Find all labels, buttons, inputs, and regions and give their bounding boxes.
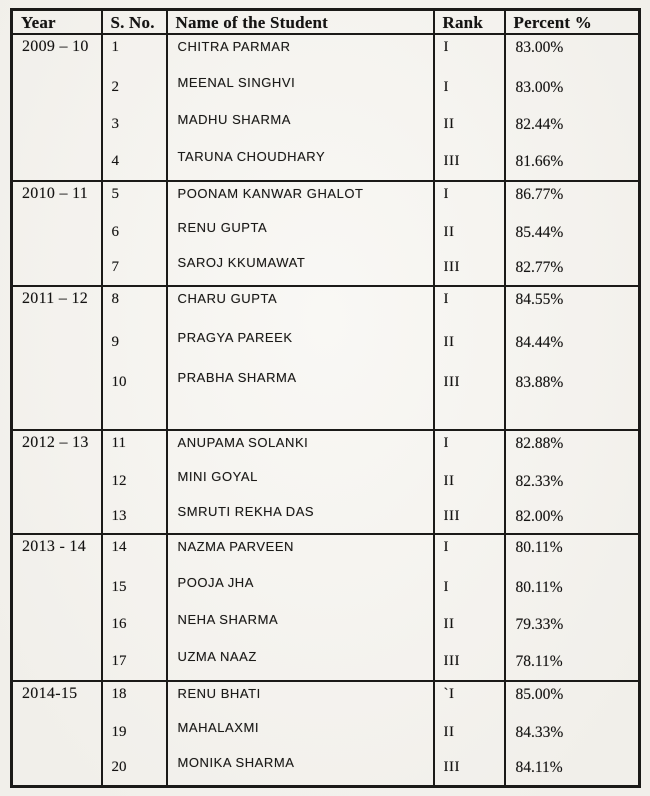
student-row <box>12 181 640 216</box>
percent-cell: 81.66% <box>505 145 640 181</box>
student-row <box>12 608 640 645</box>
serial-cell: 1 <box>102 34 167 71</box>
serial-cell: 18 <box>102 681 167 716</box>
student-name-cell: PRABHA SHARMA <box>167 366 434 430</box>
student-name-cell: NAZMA PARVEEN <box>167 534 434 571</box>
serial-cell: 5 <box>102 181 167 216</box>
percent-cell: 82.77% <box>505 251 640 286</box>
rank-cell: II <box>434 716 505 751</box>
student-name-cell: SAROJ KKUMAWAT <box>167 251 434 286</box>
serial-cell: 15 <box>102 571 167 608</box>
rank-cell: III <box>434 251 505 286</box>
header-row <box>12 10 640 35</box>
student-row <box>12 716 640 751</box>
percent-cell: 80.11% <box>505 534 640 571</box>
student-name-cell: SMRUTI REKHA DAS <box>167 500 434 534</box>
col-header-rank: Rank <box>434 10 505 35</box>
serial-cell: 12 <box>102 465 167 500</box>
percent-cell: 85.00% <box>505 681 640 716</box>
student-name-cell: POONAM KANWAR GHALOT <box>167 181 434 216</box>
student-name-cell: POOJA JHA <box>167 571 434 608</box>
percent-cell: 82.00% <box>505 500 640 534</box>
student-results-table <box>10 8 641 788</box>
student-row <box>12 500 640 534</box>
student-name-cell: RENU BHATI <box>167 681 434 716</box>
percent-cell: 78.11% <box>505 645 640 681</box>
col-header-percent: Percent % <box>505 10 640 35</box>
serial-cell: 17 <box>102 645 167 681</box>
year-cell: 2009 – 10 <box>12 34 102 181</box>
percent-cell: 82.44% <box>505 108 640 145</box>
rank-cell: II <box>434 465 505 500</box>
student-row <box>12 430 640 465</box>
serial-cell: 13 <box>102 500 167 534</box>
student-name-cell: ANUPAMA SOLANKI <box>167 430 434 465</box>
serial-cell: 10 <box>102 366 167 430</box>
percent-cell: 83.88% <box>505 366 640 430</box>
percent-cell: 84.44% <box>505 326 640 366</box>
serial-cell: 14 <box>102 534 167 571</box>
year-cell: 2012 – 13 <box>12 430 102 534</box>
student-name-cell: UZMA NAAZ <box>167 645 434 681</box>
rank-cell: III <box>434 645 505 681</box>
student-row <box>12 34 640 71</box>
rank-cell: II <box>434 108 505 145</box>
student-row <box>12 145 640 181</box>
serial-cell: 8 <box>102 286 167 326</box>
col-header-year: Year <box>12 10 102 35</box>
percent-cell: 84.55% <box>505 286 640 326</box>
student-row <box>12 645 640 681</box>
rank-cell: I <box>434 430 505 465</box>
student-row <box>12 751 640 786</box>
percent-cell: 85.44% <box>505 216 640 251</box>
serial-cell: 20 <box>102 751 167 786</box>
year-cell: 2011 – 12 <box>12 286 102 430</box>
student-row <box>12 108 640 145</box>
rank-cell: I <box>434 571 505 608</box>
percent-cell: 86.77% <box>505 181 640 216</box>
student-row <box>12 71 640 108</box>
percent-cell: 84.11% <box>505 751 640 786</box>
rank-cell: III <box>434 366 505 430</box>
col-header-name: Name of the Student <box>167 10 434 35</box>
student-name-cell: MONIKA SHARMA <box>167 751 434 786</box>
rank-cell: III <box>434 500 505 534</box>
student-name-cell: CHARU GUPTA <box>167 286 434 326</box>
rank-cell: III <box>434 751 505 786</box>
serial-cell: 7 <box>102 251 167 286</box>
rank-cell: I <box>434 181 505 216</box>
student-name-cell: MAHALAXMI <box>167 716 434 751</box>
serial-cell: 4 <box>102 145 167 181</box>
student-row <box>12 286 640 326</box>
serial-cell: 3 <box>102 108 167 145</box>
student-name-cell: TARUNA CHOUDHARY <box>167 145 434 181</box>
student-row <box>12 571 640 608</box>
percent-cell: 80.11% <box>505 571 640 608</box>
year-cell: 2010 – 11 <box>12 181 102 286</box>
serial-cell: 6 <box>102 216 167 251</box>
student-row <box>12 366 640 430</box>
rank-cell: I <box>434 286 505 326</box>
percent-cell: 82.33% <box>505 465 640 500</box>
rank-cell: III <box>434 145 505 181</box>
rank-cell: II <box>434 608 505 645</box>
student-name-cell: PRAGYA PAREEK <box>167 326 434 366</box>
rank-cell: II <box>434 216 505 251</box>
student-row <box>12 326 640 366</box>
student-row <box>12 534 640 571</box>
student-name-cell: CHITRA PARMAR <box>167 34 434 71</box>
student-name-cell: MINI GOYAL <box>167 465 434 500</box>
year-cell: 2013 - 14 <box>12 534 102 681</box>
student-name-cell: RENU GUPTA <box>167 216 434 251</box>
percent-cell: 83.00% <box>505 34 640 71</box>
rank-cell: I <box>434 71 505 108</box>
percent-cell: 82.88% <box>505 430 640 465</box>
percent-cell: 83.00% <box>505 71 640 108</box>
percent-cell: 79.33% <box>505 608 640 645</box>
student-name-cell: MEENAL SINGHVI <box>167 71 434 108</box>
col-header-sno: S. No. <box>102 10 167 35</box>
year-cell: 2014-15 <box>12 681 102 786</box>
student-row <box>12 465 640 500</box>
rank-cell: I <box>434 34 505 71</box>
student-row <box>12 251 640 286</box>
serial-cell: 11 <box>102 430 167 465</box>
serial-cell: 16 <box>102 608 167 645</box>
percent-cell: 84.33% <box>505 716 640 751</box>
rank-cell: I <box>434 534 505 571</box>
student-name-cell: NEHA SHARMA <box>167 608 434 645</box>
serial-cell: 19 <box>102 716 167 751</box>
serial-cell: 9 <box>102 326 167 366</box>
rank-cell: II <box>434 326 505 366</box>
student-row <box>12 216 640 251</box>
student-name-cell: MADHU SHARMA <box>167 108 434 145</box>
student-row <box>12 681 640 716</box>
serial-cell: 2 <box>102 71 167 108</box>
rank-cell: `I <box>434 681 505 716</box>
